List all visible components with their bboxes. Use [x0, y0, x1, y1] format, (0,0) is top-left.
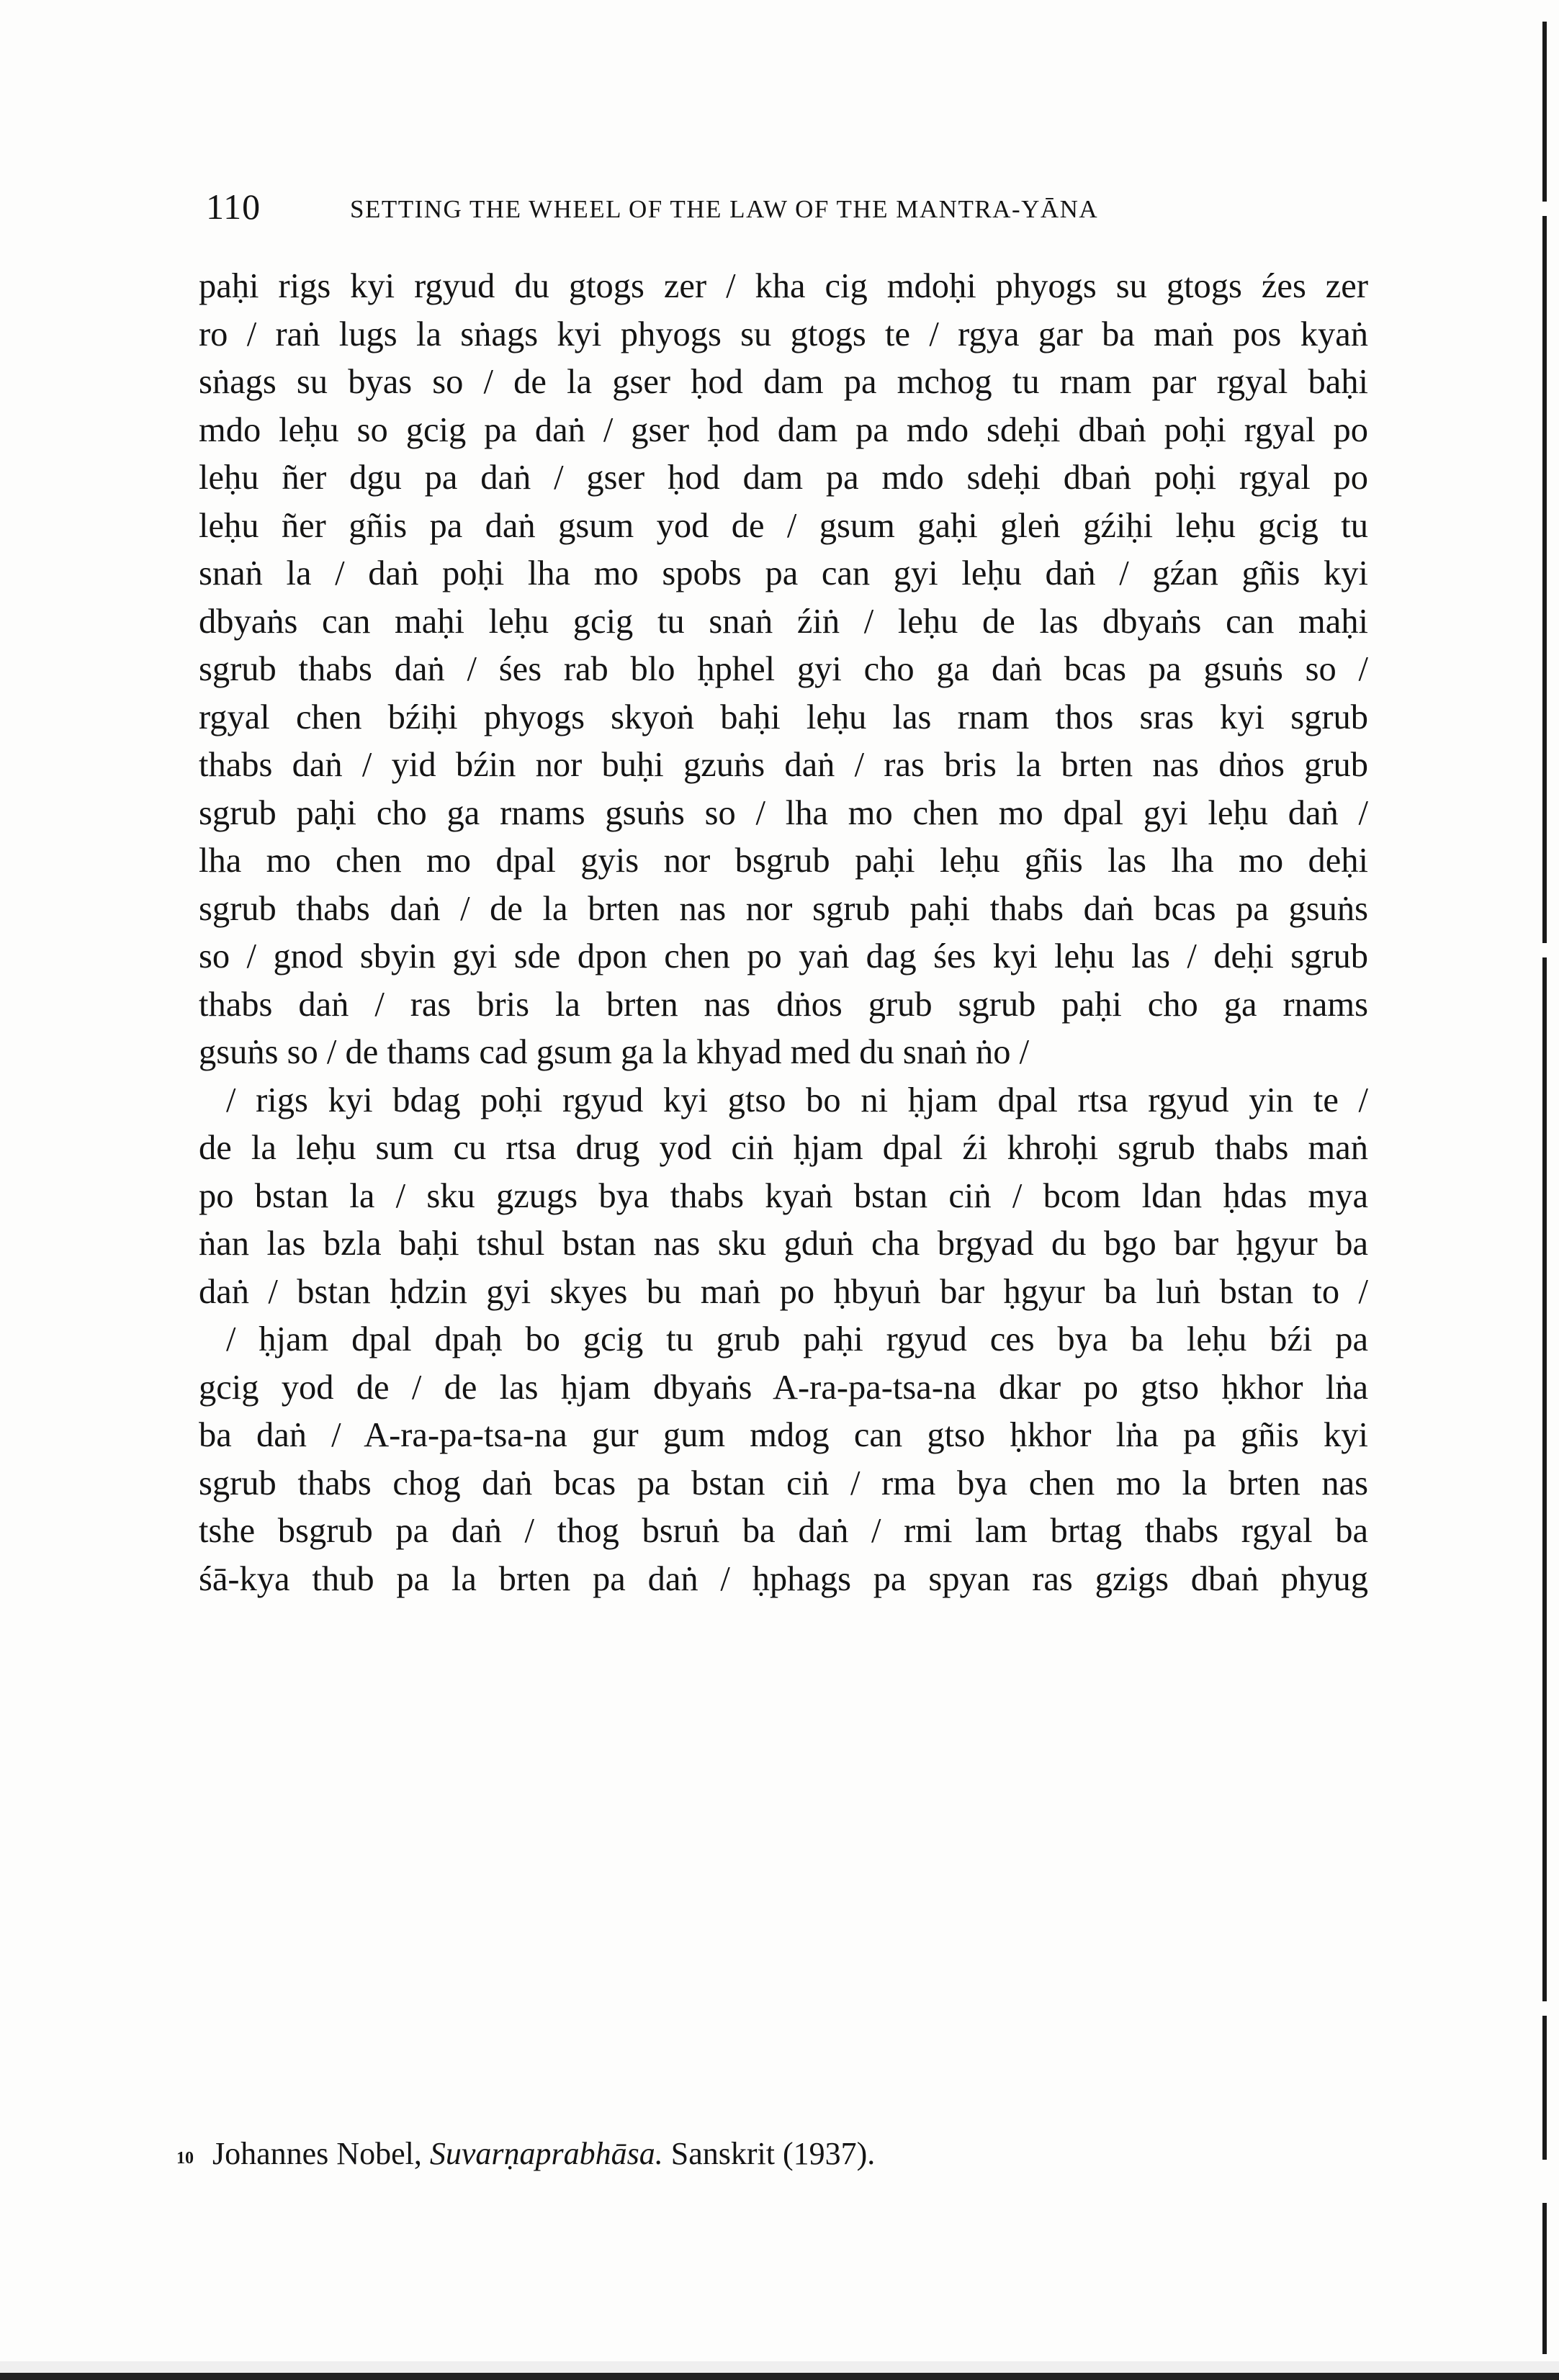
text-line: sgrub paḥi cho ga rnams gsuṅs so / lha mo chen mo dpal gyi leḥu daṅ /	[199, 793, 1368, 832]
footnote-title: Suvarṇaprabhāsa.	[429, 2136, 663, 2171]
text-line: sṅags su byas so / de la gser ḥod dam pa mchog tu rnam par rgyal baḥi	[199, 363, 1368, 401]
text-line: so / gnod sbyin gyi sde dpon chen po yaṅ dag śes kyi leḥu las / deḥi sgrub	[199, 937, 1368, 975]
text-line: mdo leḥu so gcig pa daṅ / gser ḥod dam pa mdo sdeḥi dbaṅ poḥi rgyal po	[199, 410, 1368, 449]
text-line: rgyal chen bźiḥi phyogs skyoṅ baḥi leḥu las rnam thos sras kyi sgrub	[199, 698, 1368, 736]
edge-segment	[1542, 2203, 1547, 2354]
text-line: dbyaṅs can maḥi leḥu gcig tu snaṅ źiṅ / leḥu de las dbyaṅs can maḥi	[199, 602, 1368, 641]
running-title: SETTING THE WHEEL OF THE LAW OF THE MANTRA-YĀNA	[350, 195, 1099, 223]
text-line: daṅ / bstan ḥdzin gyi skyes bu maṅ po ḥbyuṅ bar ḥgyur ba luṅ bstan to /	[199, 1272, 1368, 1311]
text-line: lha mo chen mo dpal gyis nor bsgrub paḥi leḥu gñis las lha mo deḥi	[199, 842, 1368, 880]
text-line: snaṅ la / daṅ poḥi lha mo spobs pa can gyi leḥu daṅ / gźan gñis kyi	[199, 554, 1368, 592]
scan-binding-edge	[1542, 0, 1547, 2380]
text-line: paḥi rigs kyi rgyud du gtogs zer / kha cig mdoḥi phyogs su gtogs źes zer	[199, 267, 1368, 305]
text-line: sgrub thabs chog daṅ bcas pa bstan ciṅ / rma bya chen mo la brten nas	[199, 1464, 1368, 1502]
text-line: śā-kya thub pa la brten pa daṅ / ḥphags pa spyan ras gzigs dbaṅ phyug	[199, 1559, 1368, 1598]
footnote-marker: 10	[176, 2149, 194, 2168]
footnote	[176, 2132, 875, 2176]
text-line: sgrub thabs daṅ / śes rab blo ḥphel gyi cho ga daṅ bcas pa gsuṅs so /	[199, 650, 1368, 688]
footnote-rest: Sanskrit (1937).	[670, 2136, 876, 2171]
edge-segment	[1542, 2016, 1547, 2160]
text-line: ba daṅ / A-ra-pa-tsa-na gur gum mdog can gtso ḥkhor lṅa pa gñis kyi	[199, 1416, 1368, 1454]
edge-segment	[1542, 957, 1547, 2001]
text-line: / rigs kyi bdag poḥi rgyud kyi gtso bo ni ḥjam dpal rtsa rgyud yin te /	[226, 1081, 1368, 1119]
page-number: 110	[206, 186, 261, 227]
edge-segment	[1542, 22, 1547, 202]
text-line: leḥu ñer gñis pa daṅ gsum yod de / gsum gaḥi gleṅ gźiḥi leḥu gcig tu	[199, 506, 1368, 545]
edge-segment	[1542, 216, 1547, 943]
text-line: ṅan las bzla baḥi tshul bstan nas sku gduṅ cha brgyad du bgo bar ḥgyur ba	[199, 1225, 1368, 1263]
footnote-author: Johannes Nobel,	[212, 2136, 422, 2171]
page-header	[206, 181, 1372, 232]
text-line: thabs daṅ / ras bris la brten nas dṅos grub sgrub paḥi cho ga rnams	[199, 985, 1368, 1024]
text-line: / ḥjam dpal dpaḥ bo gcig tu grub paḥi rgyud ces bya ba leḥu bźi pa	[226, 1320, 1368, 1358]
text-line: thabs daṅ / yid bźin nor buḥi gzuṅs daṅ / ras bris la brten nas dṅos grub	[199, 746, 1368, 784]
text-line: gsuṅs so / de thams cad gsum ga la khyad med du snaṅ ṅo /	[199, 1033, 1030, 1071]
text-line: sgrub thabs daṅ / de la brten nas nor sgrub paḥi thabs daṅ bcas pa gsuṅs	[199, 889, 1368, 928]
text-line: leḥu ñer dgu pa daṅ / gser ḥod dam pa mdo sdeḥi dbaṅ poḥi rgyal po	[199, 459, 1368, 497]
text-line: ro / raṅ lugs la sṅags kyi phyogs su gtogs te / rgya gar ba maṅ pos kyaṅ	[199, 315, 1368, 353]
text-line: de la leḥu sum cu rtsa drug yod ciṅ ḥjam dpal źi khroḥi sgrub thabs maṅ	[199, 1129, 1368, 1167]
text-line: gcig yod de / de las ḥjam dbyaṅs A-ra-pa-tsa-na dkar po gtso ḥkhor lṅa	[199, 1368, 1368, 1407]
body-text	[199, 263, 1368, 1603]
scan-bottom-edge	[0, 2373, 1559, 2380]
text-line: po bstan la / sku gzugs bya thabs kyaṅ bstan ciṅ / bcom ldan ḥdas mya	[199, 1176, 1368, 1215]
text-line: tshe bsgrub pa daṅ / thog bsruṅ ba daṅ / rmi lam brtag thabs rgyal ba	[199, 1512, 1368, 1550]
